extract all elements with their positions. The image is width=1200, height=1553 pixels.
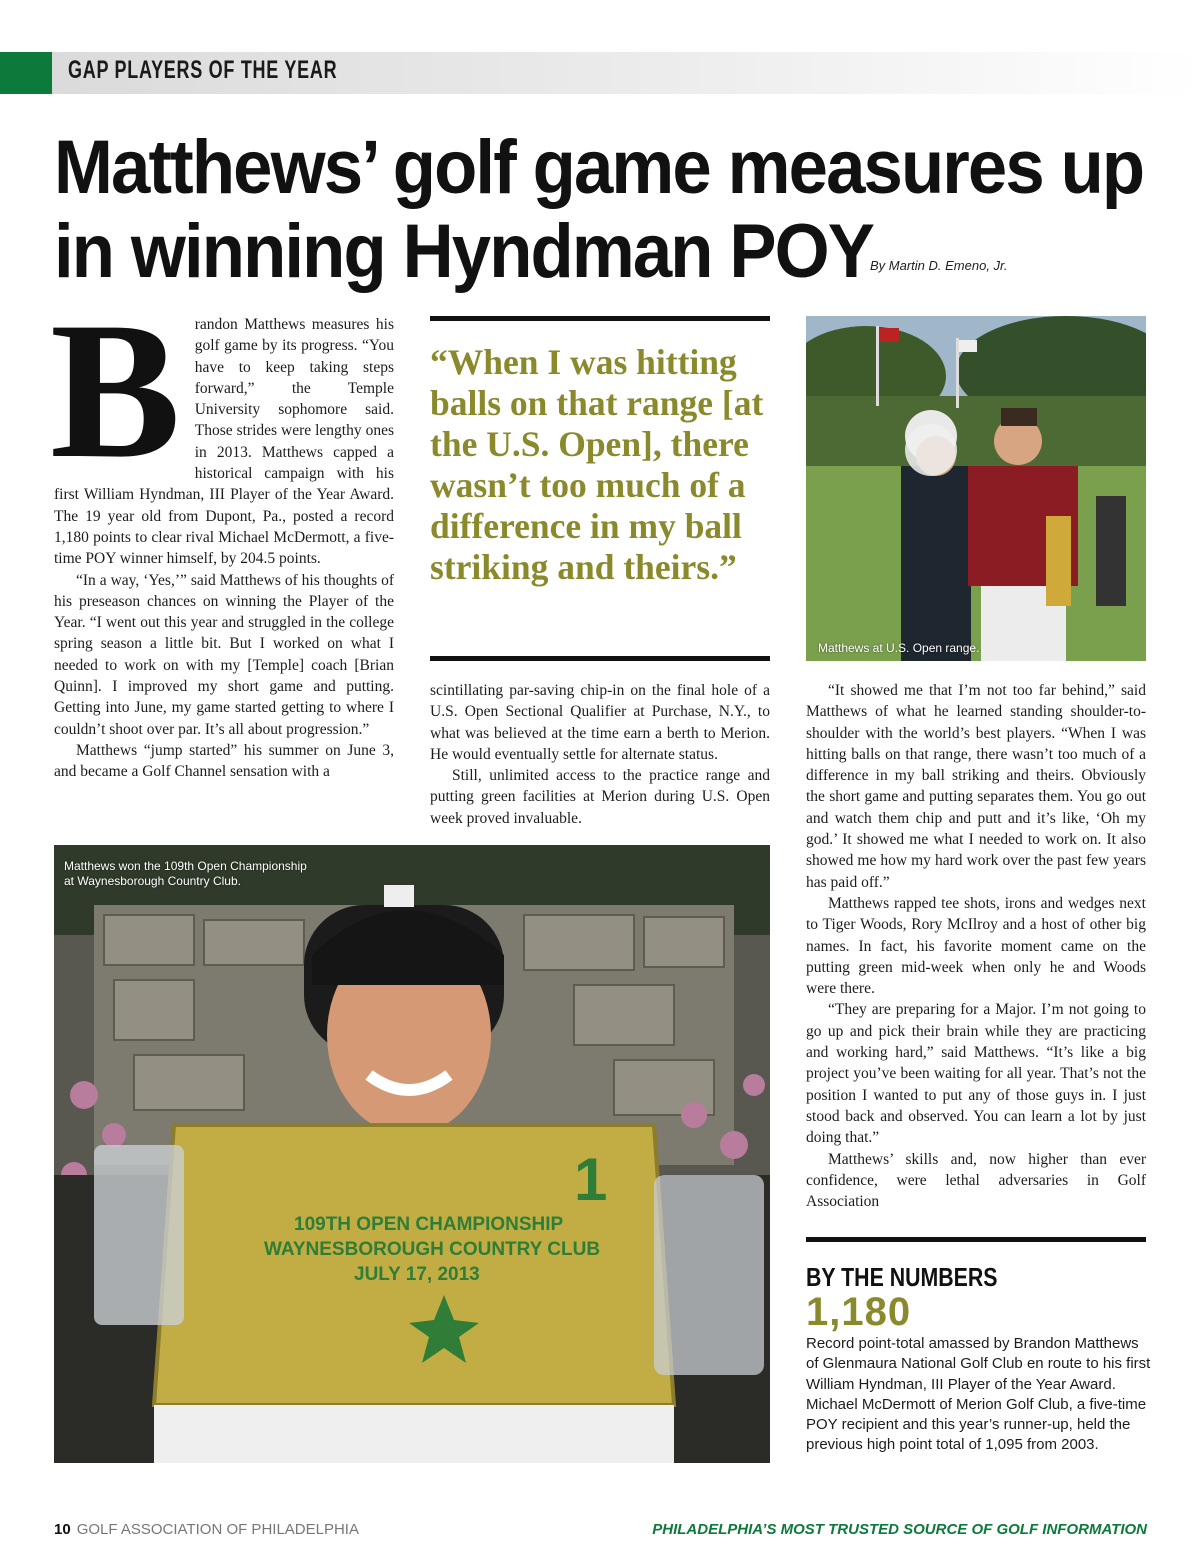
article-paragraph: scintillating par-saving chip-in on the final hole of a U.S. Open Sectional Qualifier at Purchase, N.Y., to what was believed at the time earn a berth to Merion. He would eventually settle for alternate status. [430,682,770,763]
pull-quote-top-rule [430,316,770,321]
flag-text-line-3: JULY 17, 2013 [354,1264,480,1285]
championship-winner-photo [54,845,770,1463]
article-paragraph: “In a way, ‘Yes,’” said Matthews of his thoughts of his preseason chances on winning the Player of the Year. “I went out this year and struggled in the college spring season a little bit. But I worked on what I needed to work on with my [Temple] coach [Brian Quinn]. I improved my short game and putting. Getting into June, my game started getting to where I couldn’t shoot over par. It’s all about progression.” [54,571,394,738]
drop-cap: B [50,282,181,499]
byline: By Martin D. Emeno, Jr. [870,258,1008,273]
main-photo-caption-line-1: Matthews won the 109th Open Championship [64,859,307,873]
article-paragraph: Matthews rapped tee shots, irons and wedges next to Tiger Woods, Rory McIlroy and a host of other big names. In fact, his favorite moment came on the putting green mid-week when only he and Woods were there. [806,894,1146,998]
us-open-range-photo [806,316,1146,661]
article-column-2 [430,680,770,829]
article-paragraph: Still, unlimited access to the practice range and putting green facilities at Merion during U.S. Open week proved invaluable. [430,767,770,827]
flag-text-line-1: 109TH OPEN CHAMPIONSHIP [294,1214,564,1235]
footer-tagline: PHILADELPHIA’S MOST TRUSTED SOURCE OF GOLF INFORMATION [652,1521,1147,1538]
by-the-numbers-text: Record point-total amassed by Brandon Matthews of Glenmaura National Golf Club en route to his first William Hyndman, III Player of the Year Award. Michael McDermott of Merion Golf Club, a five-time POY recipient and this year’s runner-up, held the previous high point total of 1,095 from 2003. [806,1335,1151,1454]
top-photo-caption: Matthews at U.S. Open range. [818,641,980,655]
article-paragraph: “It showed me that I’m not too far behind,” said Matthews of what he learned standing shoulder-to-shoulder with the world’s best players. “When I was hitting balls on that range, there wasn’t too much of a difference in my ball striking and theirs. Obviously the short game and putting separates them. You go out and watch them chip and putt and it’s like, ‘Oh my god.’ It showed me what I needed to work on. It also showed me how my hard work over the past few years has paid off.” [806,682,1146,891]
article-paragraph: randon Matthews measures his golf game by its progress. “You have to keep taking steps forward,” the Temple University sophomore said. Those strides were lengthy ones in 2013. Matthews capped a historical campaign with his first William Hyndman, III Player of the Year Award. The 19 year old from Dupont, Pa., posted a record 1,180 points to clear rival Michael McDermott, a five-time POY winner himself, by 204.5 points. [54,316,394,568]
main-photo-caption-line-2: at Waynesborough Country Club. [64,874,241,888]
by-the-numbers-title: BY THE NUMBERS [806,1262,998,1292]
article-column-1 [50,282,394,783]
article-paragraph: Matthews’ skills and, now higher than ever confidence, were lethal adversaries in Golf Association [806,1150,1146,1211]
page-number: 10 [54,1521,71,1538]
numbers-top-rule [806,1237,1146,1242]
section-accent-block [0,52,52,94]
main-photo-caption [64,859,307,889]
article-paragraph: “They are preparing for a Major. I’m not going to go up and pick their brain while they are practicing and working hard,” said Matthews. “It’s like a big project you’ve been waiting for all year. That’s not the position I wanted to put any of those guys in. I just stood back and observed. You can learn a lot by just doing that.” [806,1001,1146,1147]
headline-line-2: in winning Hyndman POY [54,209,874,294]
pull-quote: “When I was hitting balls on that range [at the U.S. Open], there wasn’t too much of a difference in my ball striking and theirs.” [430,342,764,587]
flag-text-line-2: WAYNESBOROUGH COUNTRY CLUB [264,1239,601,1260]
section-label: GAP PLAYERS OF THE YEAR [68,56,338,84]
pull-quote-bottom-rule [430,656,770,661]
publication-name: GOLF ASSOCIATION OF PHILADELPHIA [76,1521,359,1538]
winner-photo-illustration [54,845,770,1463]
section-header-bar [0,52,1200,94]
article-column-3 [806,680,1146,1212]
footer-publication [54,1521,359,1538]
article-paragraph: Matthews “jump started” his summer on June 3, and became a Golf Channel sensation with a [54,741,394,781]
flag-number: 1 [574,1146,608,1213]
by-the-numbers-value: 1,180 [806,1290,912,1334]
headline-line-1: Matthews’ golf game measures up [54,125,1144,210]
range-photo-illustration [806,316,1146,661]
